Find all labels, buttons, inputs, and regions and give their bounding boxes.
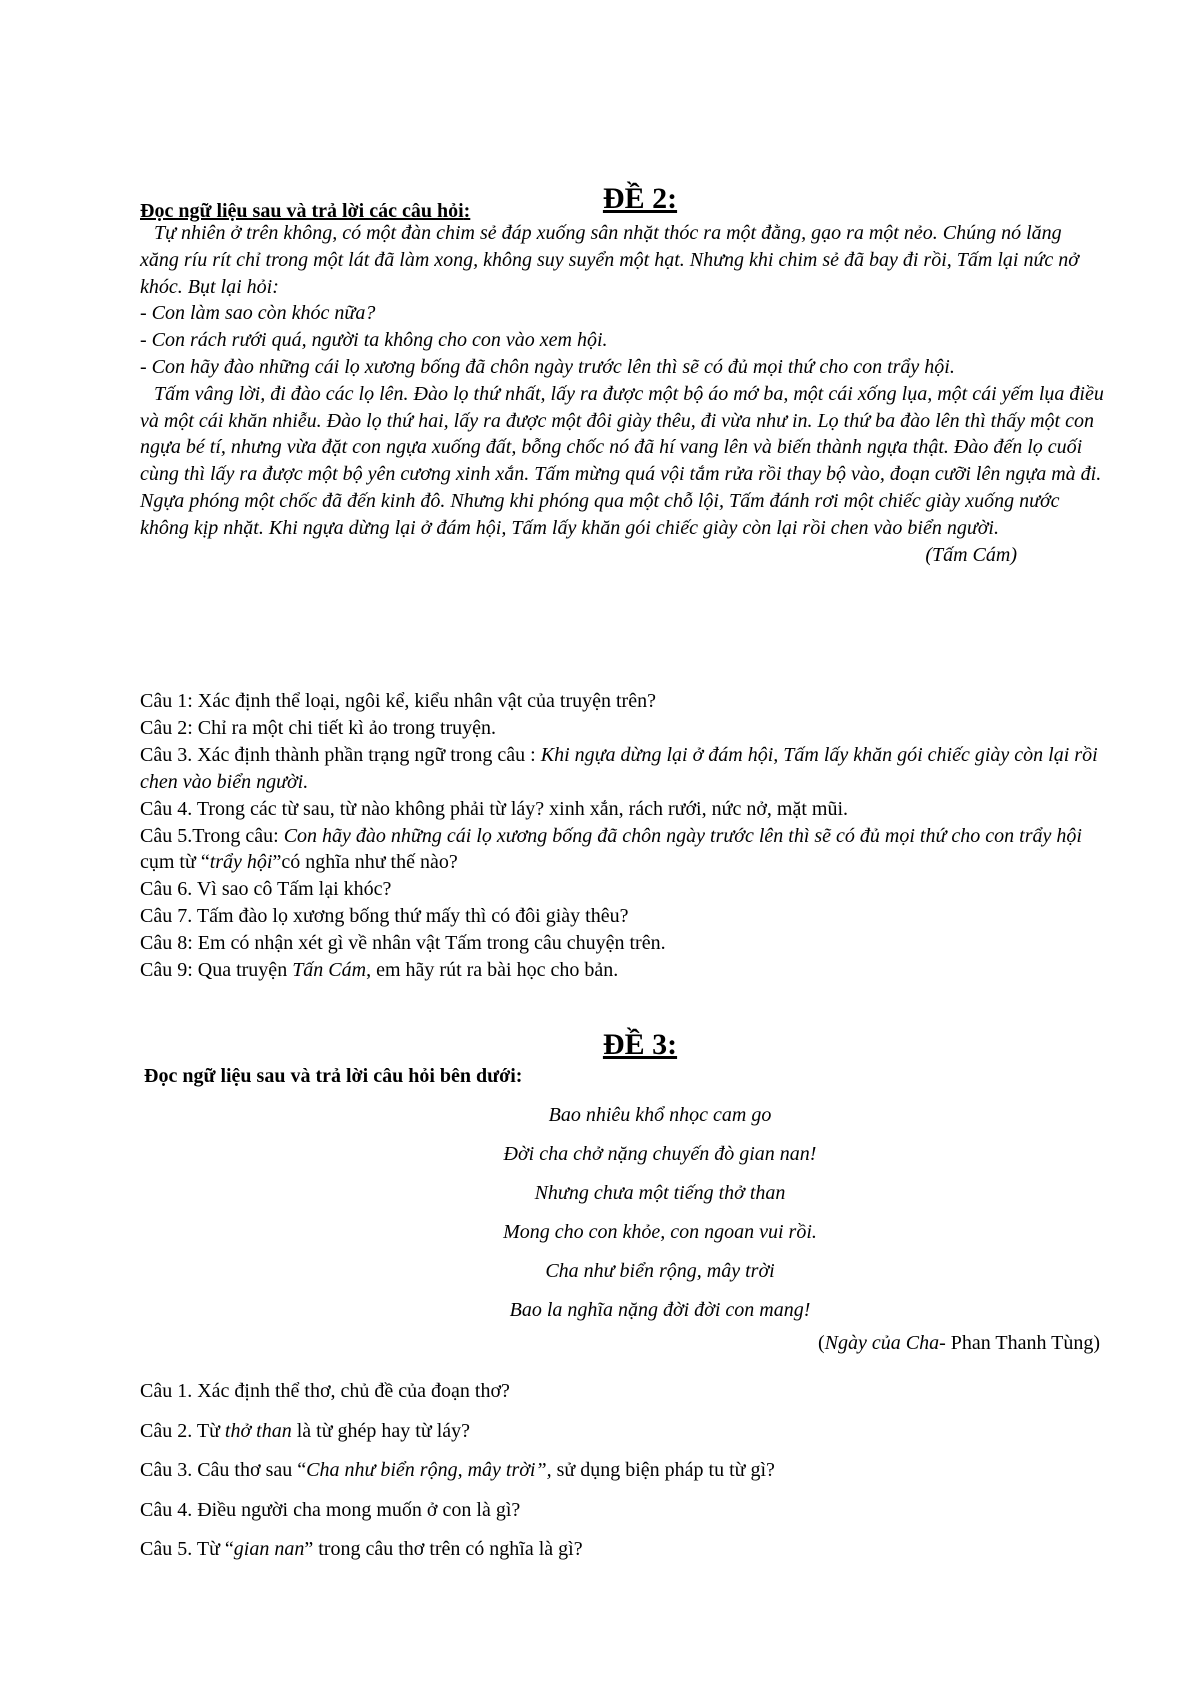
poem-line: Bao la nghĩa nặng đời đời con mang! <box>509 1299 811 1321</box>
passage-dialogue: - Con làm sao còn khóc nữa? <box>140 302 376 325</box>
de2-instruction: Đọc ngữ liệu sau và trả lời các câu hỏi: <box>140 200 471 222</box>
de3-title-wrap <box>140 1028 1100 1062</box>
de3-title: ĐỀ 3: <box>602 1028 678 1061</box>
poem-line: Cha như biển rộng, mây trời <box>545 1260 775 1282</box>
de3-source: (Ngày của Cha- Phan Thanh Tùng) <box>817 1332 1100 1354</box>
question-6: Câu 6. Vì sao cô Tấm lại khóc? <box>140 878 392 901</box>
question-8: Câu 8: Em có nhận xét gì về nhân vật Tấm trong câu chuyện trên. <box>140 932 666 955</box>
de3-poem <box>140 1096 1140 1330</box>
question-4: Câu 4. Trong các từ sau, từ nào không phải từ láy? xinh xắn, rách rưới, nức nở, mặt mũi. <box>140 797 849 820</box>
question-9: Câu 9: Qua truyện Tấn Cám, em hãy rút ra bài học cho bản. <box>140 959 619 982</box>
question-4: Câu 4. Điều người cha mong muốn ở con là gì? <box>140 1498 521 1521</box>
de2-source: (Tấm Cám) <box>925 543 1017 566</box>
question-2: Câu 2. Từ thở than là từ ghép hay từ láy? <box>140 1419 471 1442</box>
question-2: Câu 2: Chỉ ra một chi tiết kì ảo trong truyện. <box>140 716 497 739</box>
de2-title: ĐỀ 2: <box>602 182 678 215</box>
question-7: Câu 7. Tấm đào lọ xương bống thứ mấy thì có đôi giày thêu? <box>140 905 629 928</box>
poem-line: Mong cho con khỏe, con ngoan vui rồi. <box>503 1221 817 1243</box>
question-5: Câu 5.Trong câu: Con hãy đào những cái lọ xương bống đã chôn ngày trước lên thì sẽ có đủ mọi thứ cho con trẩy hội cụm từ “trẩy hội”có nghĩa như thế nào? <box>140 824 1082 874</box>
passage-paragraph: Tấm vâng lời, đi đào các lọ lên. Đào lọ thứ nhất, lấy ra được một bộ áo mớ ba, một cái xống lụa, một cái yếm lụa điều và một cái khăn nhiễu. Đào lọ thứ hai, lấy ra được một đôi giày thêu, đi vừa như in. Lọ thứ ba đào lên thì thấy một con ngựa bé tí, nhưng vừa đặt con ngựa xuống đất, bỗng chốc nó đã hí vang lên và biến thành ngựa thật. Đào đến lọ cuối cùng thì lấy ra được một bộ yên cương xinh xắn. Tấm mừng quá vội tắm rửa rồi thay bộ vào, đoạn cưỡi lên ngựa mà đi. Ngựa phóng một chốc đã đến kinh đô. Nhưng khi phóng qua một chỗ lội, Tấm đánh rơi một chiếc giày xuống nước không kịp nhặt. Khi ngựa dừng lại ở đám hội, Tấm lấy khăn gói chiếc giày còn lại rồi chen vào biển người. <box>140 382 1104 539</box>
de3-instruction: Đọc ngữ liệu sau và trả lời câu hỏi bên dưới: <box>144 1065 523 1087</box>
passage-paragraph: Tự nhiên ở trên không, có một đàn chim sẻ đáp xuống sân nhặt thóc ra một đằng, gạo ra một nẻo. Chúng nó lăng xăng ríu rít chỉ trong một lát đã làm xong, không suy suyển một hạt. Nhưng khi chim sẻ đã bay đi rồi, Tấm lại nức nở khóc. Bụt lại hỏi: <box>140 222 1079 298</box>
passage-dialogue: - Con rách rưới quá, người ta không cho con vào xem hội. <box>140 329 608 352</box>
de3-questions <box>140 1372 1100 1570</box>
passage-dialogue: - Con hãy đào những cái lọ xương bống đã chôn ngày trước lên thì sẽ có đủ mọi thứ cho con trẩy hội. <box>140 355 955 378</box>
poem-line: Bao nhiêu khổ nhọc cam go <box>548 1104 772 1126</box>
poem-line: Đời cha chở nặng chuyến đò gian nan! <box>503 1143 817 1165</box>
question-3: Câu 3. Xác định thành phần trạng ngữ trong câu : Khi ngựa dừng lại ở đám hội, Tấm lấy khăn gói chiếc giày còn lại rồi chen vào biển người. <box>140 743 1098 793</box>
question-3: Câu 3. Câu thơ sau “Cha như biển rộng, mây trời”, sử dụng biện pháp tu từ gì? <box>140 1459 775 1482</box>
question-5: Câu 5. Từ “gian nan” trong câu thơ trên có nghĩa là gì? <box>140 1538 583 1561</box>
poem-line: Nhưng chưa một tiếng thở than <box>534 1182 786 1204</box>
de2-passage <box>140 220 1105 568</box>
question-1: Câu 1: Xác định thể loại, ngôi kể, kiểu nhân vật của truyện trên? <box>140 690 656 712</box>
de2-questions <box>140 688 1105 984</box>
question-1: Câu 1. Xác định thể thơ, chủ đề của đoạn thơ? <box>140 1380 510 1402</box>
